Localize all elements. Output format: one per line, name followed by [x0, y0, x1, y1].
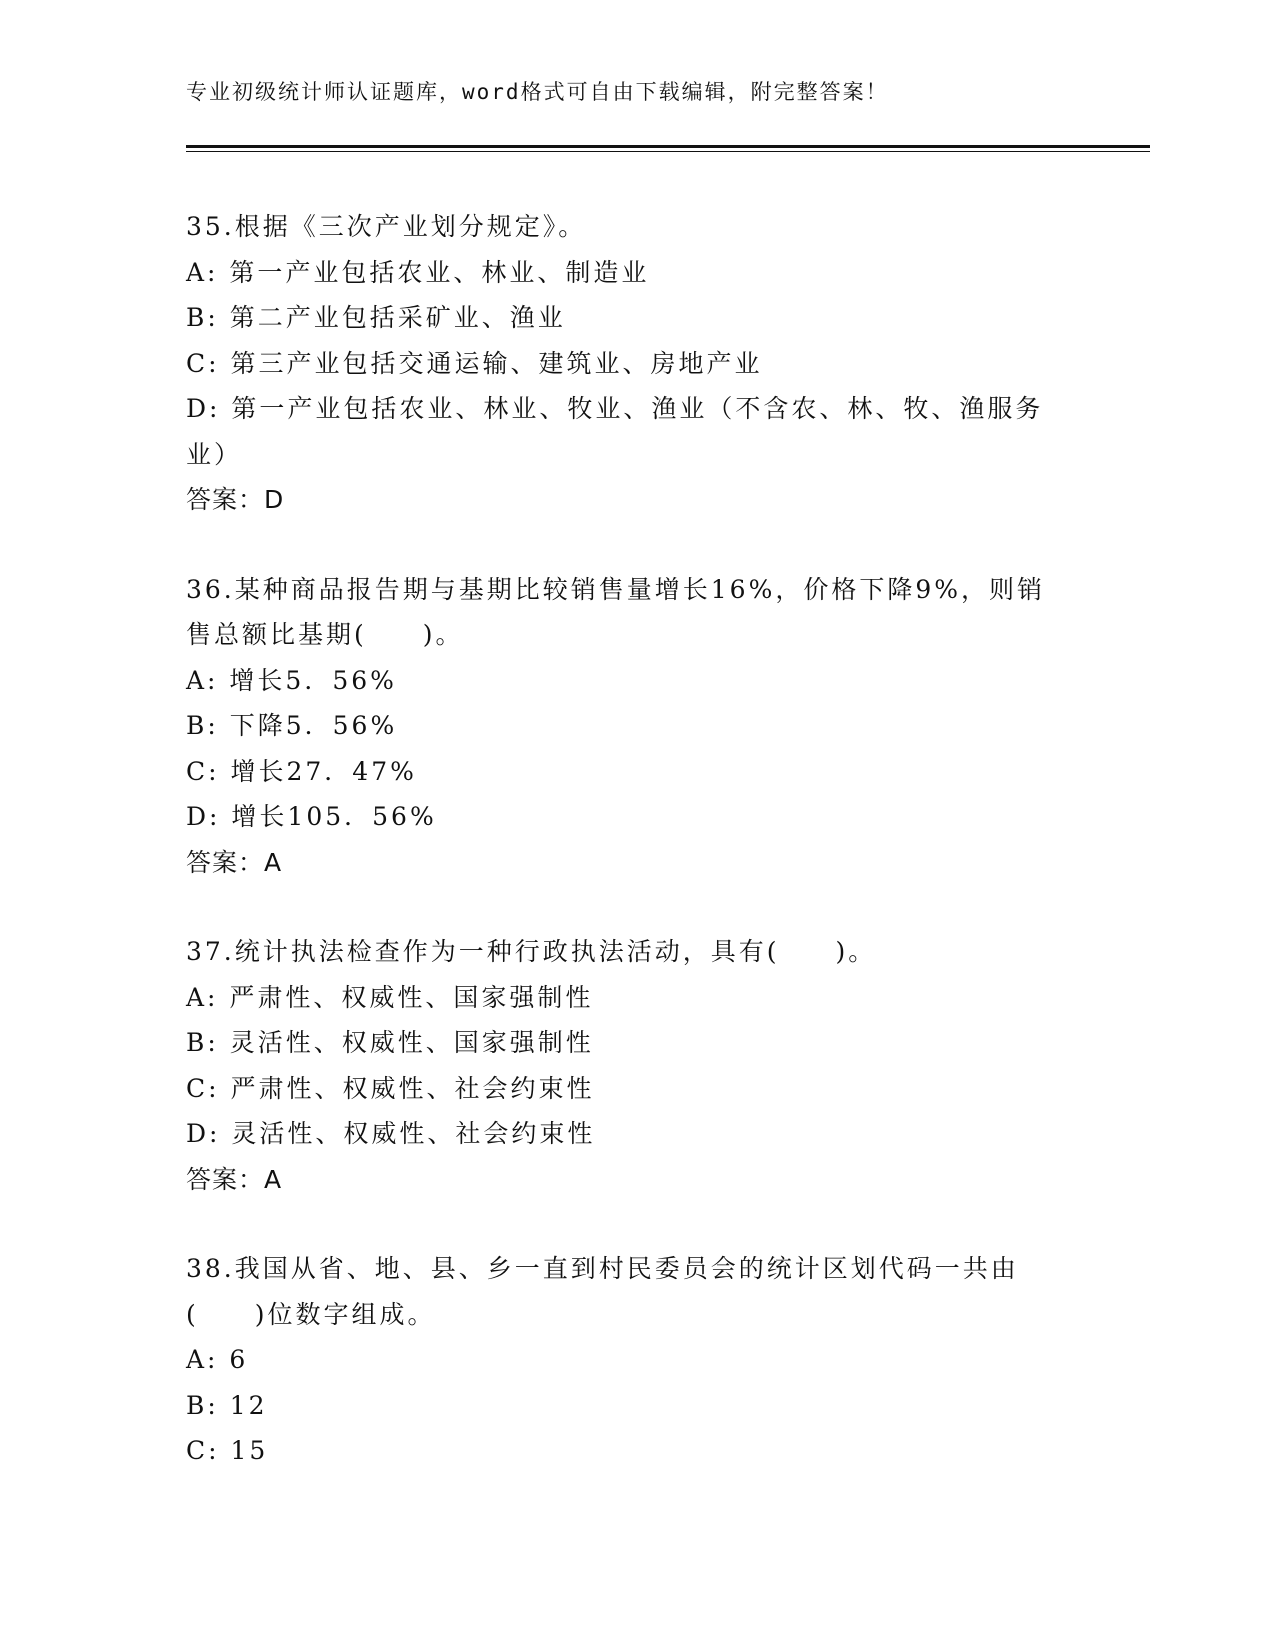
option-d: D: 增长105．56% — [186, 802, 437, 831]
option-a: A: 严肃性、权威性、国家强制性 — [186, 982, 594, 1012]
question-38 — [186, 1246, 1066, 1474]
option-c: C: 15 — [186, 1436, 269, 1465]
question-list — [186, 204, 1066, 1518]
question-stem: 37.统计执法检查作为一种行政执法活动，具有( )。 — [186, 937, 877, 966]
option-d: D: 第一产业包括农业、林业、牧业、渔业（不含农、林、牧、渔服务业） — [186, 394, 1044, 469]
option-b: B: 下降5．56% — [186, 711, 398, 740]
question-stem: 36.某种商品报告期与基期比较销售量增长16%，价格下降9%，则销售总额比基期( )。 — [186, 574, 1045, 649]
option-b: B: 第二产业包括采矿业、渔业 — [186, 303, 566, 332]
option-a: A: 第一产业包括农业、林业、制造业 — [186, 257, 650, 287]
header-divider-thick — [186, 145, 1150, 148]
answer-label: 答案：D — [186, 485, 285, 514]
question-35 — [186, 204, 1066, 523]
option-c: C: 增长27．47% — [186, 756, 417, 786]
question-36 — [186, 567, 1066, 886]
option-a: A: 6 — [186, 1345, 249, 1374]
option-c: C: 严肃性、权威性、社会约束性 — [186, 1073, 595, 1103]
option-b: B: 灵活性、权威性、国家强制性 — [186, 1028, 594, 1057]
page-header: 专业初级统计师认证题库，word格式可自由下载编辑，附完整答案！ — [186, 80, 889, 104]
question-37 — [186, 929, 1066, 1202]
option-b: B: 12 — [186, 1390, 268, 1420]
answer-label: 答案：A — [186, 847, 283, 877]
question-stem: 38.我国从省、地、县、乡一直到村民委员会的统计区划代码一共由( )位数字组成。 — [186, 1254, 1019, 1329]
option-c: C: 第三产业包括交通运输、建筑业、房地产业 — [186, 348, 763, 378]
answer-label: 答案：A — [186, 1164, 283, 1194]
header-divider-thin — [186, 151, 1150, 152]
option-a: A: 增长5．56% — [186, 665, 397, 695]
option-d: D: 灵活性、权威性、社会约束性 — [186, 1119, 596, 1148]
question-stem: 35.根据《三次产业划分规定》。 — [186, 212, 587, 241]
